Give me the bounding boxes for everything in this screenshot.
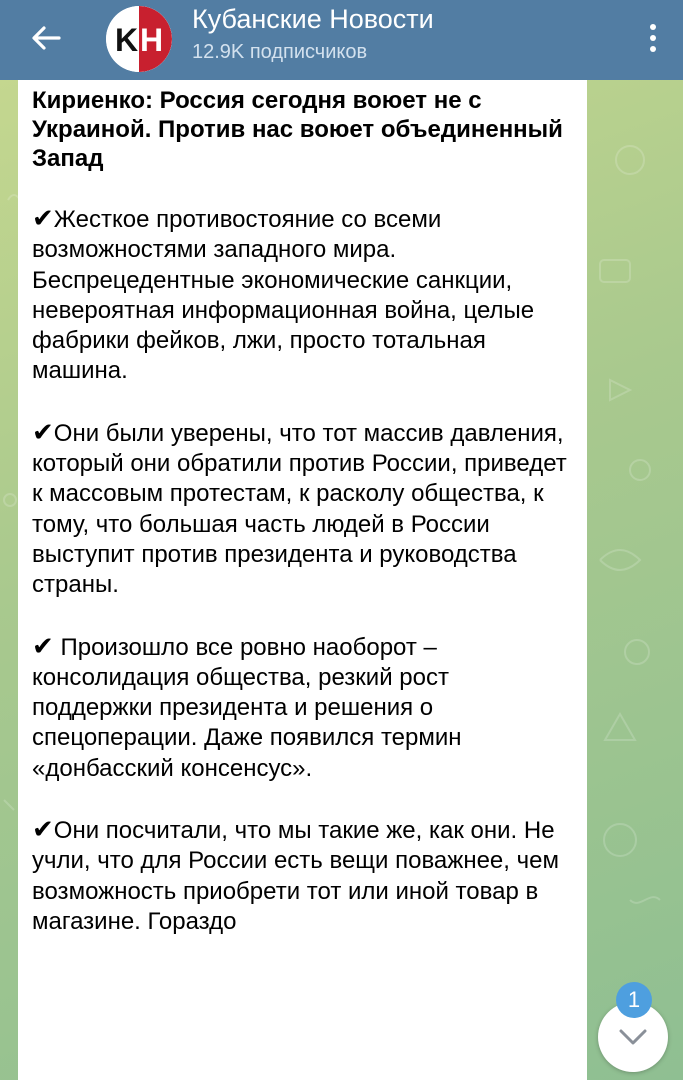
svg-text:K: K (115, 22, 139, 58)
channel-title[interactable]: Кубанские Новости (192, 4, 434, 34)
message-paragraph: ✔Жесткое противостояние со всеми возможностями западного мира. Беспрецедентные экономические санкции, невероятная информационная война, целые фабрики фейков, лжи, просто тотальная машина. (32, 203, 535, 385)
checkmark-icon: ✔ (32, 630, 54, 661)
checkmark-icon: ✔ (32, 203, 54, 233)
checkmark-icon: ✔ (32, 814, 54, 845)
message-paragraph: ✔Они посчитали, что мы такие же, как они. Не учли, что для России есть вещи поважнее, чем возможность приобрети тот или иной товар в магазине. Гораздо (32, 814, 559, 935)
message-paragraph: ✔Они были уверены, что тот массив давления, который они обратили против России, приведет к массовым протестам, к расколу общества, к тому, что большая часть людей в России выступит против президента и руководства страны. (32, 416, 567, 599)
message-bubble[interactable] (18, 60, 587, 1080)
svg-text:H: H (140, 22, 164, 58)
unread-badge: 1 (616, 982, 652, 1018)
chat-header (0, 0, 683, 80)
post-title: Кириенко: Россия сегодня воюет не с Украиной. Против нас воюет объединенный Запад (32, 87, 563, 172)
arrow-left-icon (31, 25, 61, 51)
channel-avatar[interactable] (106, 6, 172, 72)
more-vertical-icon (650, 24, 656, 30)
back-button[interactable] (22, 14, 70, 62)
checkmark-icon: ✔ (32, 416, 54, 447)
channel-logo (106, 6, 172, 72)
more-menu-button[interactable] (643, 16, 663, 60)
message-paragraph: ✔ Произошло все ровно наоборот – консолидация общества, резкий рост поддержки президента и решения о спецоперации. Даже появился термин «донбасский консенсус». (32, 630, 462, 782)
chevron-down-icon (618, 1028, 648, 1046)
subscriber-count: 12.9K подписчиков (192, 41, 368, 63)
